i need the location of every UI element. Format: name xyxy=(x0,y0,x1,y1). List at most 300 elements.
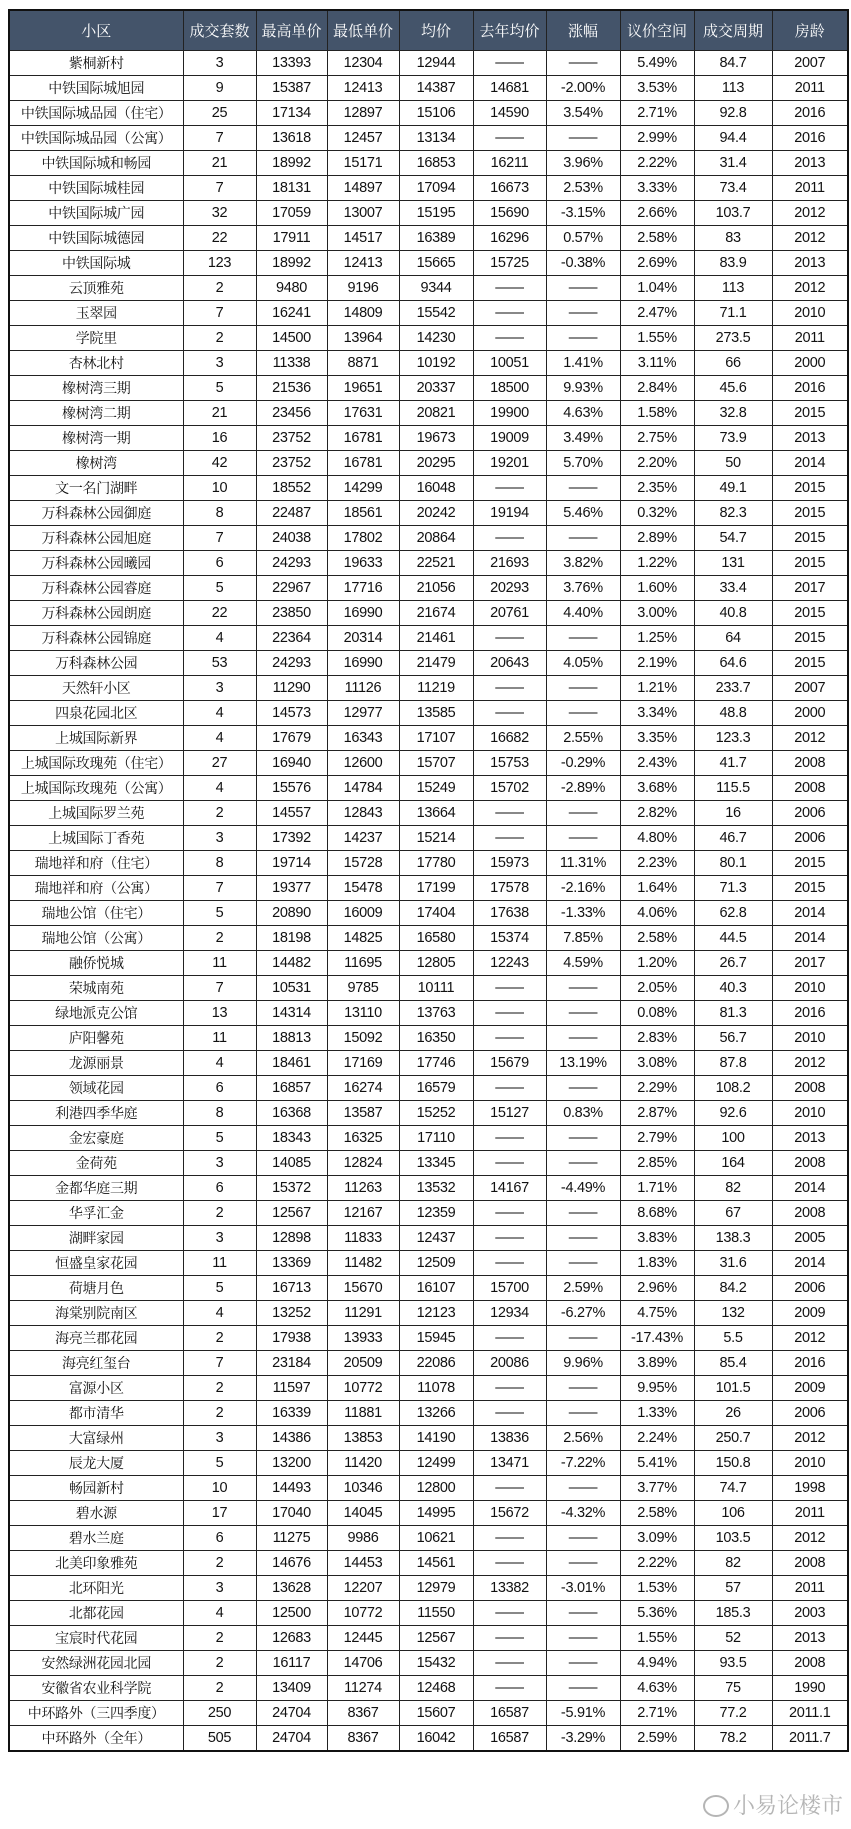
header-community: 小区 xyxy=(9,10,183,51)
cell-deal-count: 3 xyxy=(183,1226,256,1251)
cell-deal-count: 7 xyxy=(183,876,256,901)
cell-last-year-avg: —— xyxy=(473,676,546,701)
table-row xyxy=(9,1501,848,1526)
table-row xyxy=(9,601,848,626)
cell-building-age: 2008 xyxy=(772,776,848,801)
cell-deal-cycle: 103.7 xyxy=(694,201,772,226)
cell-last-year-avg: 15700 xyxy=(473,1276,546,1301)
cell-avg-price: 17404 xyxy=(399,901,473,926)
cell-building-age: 2014 xyxy=(772,451,848,476)
cell-change: —— xyxy=(546,326,620,351)
cell-deal-count: 3 xyxy=(183,351,256,376)
cell-min-price: 16990 xyxy=(327,601,399,626)
cell-avg-price: 20864 xyxy=(399,526,473,551)
cell-deal-count: 8 xyxy=(183,501,256,526)
cell-change: -3.29% xyxy=(546,1726,620,1752)
cell-deal-cycle: 185.3 xyxy=(694,1601,772,1626)
cell-community-name: 北美印象雅苑 xyxy=(9,1551,183,1576)
cell-bargain-space: 1.55% xyxy=(620,1626,694,1651)
cell-deal-count: 7 xyxy=(183,526,256,551)
cell-avg-price: 20821 xyxy=(399,401,473,426)
cell-min-price: 13933 xyxy=(327,1326,399,1351)
cell-community-name: 利港四季华庭 xyxy=(9,1101,183,1126)
cell-min-price: 12167 xyxy=(327,1201,399,1226)
cell-building-age: 2016 xyxy=(772,126,848,151)
cell-deal-count: 4 xyxy=(183,776,256,801)
cell-building-age: 2012 xyxy=(772,1051,848,1076)
cell-building-age: 2016 xyxy=(772,101,848,126)
table-row xyxy=(9,1176,848,1201)
cell-avg-price: 15707 xyxy=(399,751,473,776)
cell-min-price: 8367 xyxy=(327,1726,399,1752)
cell-deal-cycle: 64.6 xyxy=(694,651,772,676)
cell-deal-count: 25 xyxy=(183,101,256,126)
cell-change: 7.85% xyxy=(546,926,620,951)
cell-building-age: 1990 xyxy=(772,1676,848,1701)
cell-change: 5.46% xyxy=(546,501,620,526)
cell-building-age: 2014 xyxy=(772,1251,848,1276)
cell-max-price: 22487 xyxy=(256,501,327,526)
cell-building-age: 2013 xyxy=(772,251,848,276)
cell-avg-price: 12359 xyxy=(399,1201,473,1226)
cell-last-year-avg: 19201 xyxy=(473,451,546,476)
cell-min-price: 14453 xyxy=(327,1551,399,1576)
cell-deal-cycle: 66 xyxy=(694,351,772,376)
cell-deal-cycle: 56.7 xyxy=(694,1026,772,1051)
cell-min-price: 12413 xyxy=(327,76,399,101)
cell-community-name: 北环阳光 xyxy=(9,1576,183,1601)
cell-avg-price: 11219 xyxy=(399,676,473,701)
cell-change: —— xyxy=(546,1026,620,1051)
cell-change: —— xyxy=(546,801,620,826)
cell-min-price: 16274 xyxy=(327,1076,399,1101)
cell-deal-count: 3 xyxy=(183,1151,256,1176)
cell-min-price: 9785 xyxy=(327,976,399,1001)
cell-deal-count: 2 xyxy=(183,1376,256,1401)
cell-deal-cycle: 83.9 xyxy=(694,251,772,276)
cell-max-price: 23184 xyxy=(256,1351,327,1376)
cell-deal-count: 11 xyxy=(183,951,256,976)
cell-avg-price: 20337 xyxy=(399,376,473,401)
cell-change: -2.16% xyxy=(546,876,620,901)
table-row xyxy=(9,526,848,551)
cell-avg-price: 16107 xyxy=(399,1276,473,1301)
table-row xyxy=(9,76,848,101)
header-deal-cycle: 成交周期 xyxy=(694,10,772,51)
cell-max-price: 10531 xyxy=(256,976,327,1001)
cell-building-age: 2017 xyxy=(772,951,848,976)
cell-community-name: 天然轩小区 xyxy=(9,676,183,701)
table-row xyxy=(9,351,848,376)
cell-min-price: 13110 xyxy=(327,1001,399,1026)
cell-community-name: 恒盛皇家花园 xyxy=(9,1251,183,1276)
cell-avg-price: 16853 xyxy=(399,151,473,176)
cell-avg-price: 17107 xyxy=(399,726,473,751)
cell-change: 11.31% xyxy=(546,851,620,876)
cell-min-price: 14897 xyxy=(327,176,399,201)
cell-bargain-space: 3.89% xyxy=(620,1351,694,1376)
cell-min-price: 18561 xyxy=(327,501,399,526)
cell-min-price: 14809 xyxy=(327,301,399,326)
cell-community-name: 紫桐新村 xyxy=(9,51,183,76)
cell-last-year-avg: 14590 xyxy=(473,101,546,126)
cell-deal-cycle: 49.1 xyxy=(694,476,772,501)
cell-building-age: 2008 xyxy=(772,1651,848,1676)
table-row xyxy=(9,751,848,776)
cell-building-age: 2008 xyxy=(772,1151,848,1176)
cell-avg-price: 19673 xyxy=(399,426,473,451)
cell-avg-price: 15214 xyxy=(399,826,473,851)
table-row xyxy=(9,51,848,76)
cell-deal-cycle: 67 xyxy=(694,1201,772,1226)
cell-bargain-space: 2.79% xyxy=(620,1126,694,1151)
cell-min-price: 11695 xyxy=(327,951,399,976)
table-row xyxy=(9,1001,848,1026)
cell-change: —— xyxy=(546,1201,620,1226)
cell-community-name: 瑞地祥和府（公寓） xyxy=(9,876,183,901)
cell-building-age: 2012 xyxy=(772,201,848,226)
cell-min-price: 20314 xyxy=(327,626,399,651)
cell-deal-count: 10 xyxy=(183,1476,256,1501)
cell-min-price: 12207 xyxy=(327,1576,399,1601)
cell-building-age: 2015 xyxy=(772,876,848,901)
cell-change: —— xyxy=(546,476,620,501)
cell-deal-count: 250 xyxy=(183,1701,256,1726)
cell-deal-count: 8 xyxy=(183,1101,256,1126)
cell-community-name: 湖畔家园 xyxy=(9,1226,183,1251)
table-row xyxy=(9,1601,848,1626)
cell-min-price: 20509 xyxy=(327,1351,399,1376)
cell-deal-count: 11 xyxy=(183,1251,256,1276)
cell-max-price: 16713 xyxy=(256,1276,327,1301)
cell-deal-cycle: 64 xyxy=(694,626,772,651)
cell-building-age: 2011 xyxy=(772,76,848,101)
cell-deal-cycle: 71.1 xyxy=(694,301,772,326)
table-row xyxy=(9,1576,848,1601)
cell-last-year-avg: —— xyxy=(473,1626,546,1651)
cell-community-name: 华孚汇金 xyxy=(9,1201,183,1226)
cell-change: —— xyxy=(546,1476,620,1501)
cell-building-age: 2009 xyxy=(772,1376,848,1401)
cell-deal-count: 4 xyxy=(183,726,256,751)
cell-last-year-avg: —— xyxy=(473,826,546,851)
cell-max-price: 17938 xyxy=(256,1326,327,1351)
cell-bargain-space: 3.53% xyxy=(620,76,694,101)
cell-deal-cycle: 123.3 xyxy=(694,726,772,751)
cell-last-year-avg: —— xyxy=(473,476,546,501)
cell-community-name: 都市清华 xyxy=(9,1401,183,1426)
table-row xyxy=(9,651,848,676)
cell-avg-price: 22521 xyxy=(399,551,473,576)
table-row xyxy=(9,876,848,901)
cell-bargain-space: 4.94% xyxy=(620,1651,694,1676)
cell-change: 13.19% xyxy=(546,1051,620,1076)
cell-min-price: 17716 xyxy=(327,576,399,601)
table-row xyxy=(9,376,848,401)
cell-deal-cycle: 78.2 xyxy=(694,1726,772,1752)
cell-building-age: 2010 xyxy=(772,1101,848,1126)
cell-max-price: 13200 xyxy=(256,1451,327,1476)
cell-community-name: 中铁国际城旭园 xyxy=(9,76,183,101)
cell-change: —— xyxy=(546,1651,620,1676)
cell-deal-cycle: 5.5 xyxy=(694,1326,772,1351)
cell-community-name: 万科森林公园朗庭 xyxy=(9,601,183,626)
cell-community-name: 四泉花园北区 xyxy=(9,701,183,726)
cell-community-name: 碧水兰庭 xyxy=(9,1526,183,1551)
cell-community-name: 中铁国际城广园 xyxy=(9,201,183,226)
cell-max-price: 13409 xyxy=(256,1676,327,1701)
cell-last-year-avg: 19194 xyxy=(473,501,546,526)
cell-last-year-avg: 20761 xyxy=(473,601,546,626)
cell-change: —— xyxy=(546,1401,620,1426)
cell-deal-count: 2 xyxy=(183,1676,256,1701)
table-row xyxy=(9,476,848,501)
cell-community-name: 中铁国际城 xyxy=(9,251,183,276)
cell-avg-price: 13585 xyxy=(399,701,473,726)
cell-min-price: 15171 xyxy=(327,151,399,176)
cell-last-year-avg: —— xyxy=(473,1251,546,1276)
cell-last-year-avg: 16211 xyxy=(473,151,546,176)
cell-deal-count: 5 xyxy=(183,576,256,601)
cell-avg-price: 17780 xyxy=(399,851,473,876)
cell-max-price: 18813 xyxy=(256,1026,327,1051)
cell-community-name: 万科森林公园睿庭 xyxy=(9,576,183,601)
cell-deal-count: 5 xyxy=(183,1126,256,1151)
cell-community-name: 橡树湾二期 xyxy=(9,401,183,426)
cell-change: -6.27% xyxy=(546,1301,620,1326)
cell-building-age: 2008 xyxy=(772,751,848,776)
cell-deal-cycle: 94.4 xyxy=(694,126,772,151)
cell-community-name: 金荷苑 xyxy=(9,1151,183,1176)
cell-last-year-avg: 17578 xyxy=(473,876,546,901)
table-row xyxy=(9,576,848,601)
cell-bargain-space: 2.69% xyxy=(620,251,694,276)
cell-deal-count: 42 xyxy=(183,451,256,476)
cell-bargain-space: 5.41% xyxy=(620,1451,694,1476)
cell-last-year-avg: 20086 xyxy=(473,1351,546,1376)
cell-avg-price: 17094 xyxy=(399,176,473,201)
cell-change: 5.70% xyxy=(546,451,620,476)
cell-bargain-space: 1.71% xyxy=(620,1176,694,1201)
cell-community-name: 上城国际玫瑰苑（公寓） xyxy=(9,776,183,801)
cell-max-price: 12500 xyxy=(256,1601,327,1626)
cell-community-name: 海棠别院南区 xyxy=(9,1301,183,1326)
cell-change: 0.57% xyxy=(546,226,620,251)
cell-max-price: 15387 xyxy=(256,76,327,101)
cell-bargain-space: 2.84% xyxy=(620,376,694,401)
cell-last-year-avg: 12934 xyxy=(473,1301,546,1326)
cell-building-age: 2008 xyxy=(772,1551,848,1576)
cell-bargain-space: 3.83% xyxy=(620,1226,694,1251)
cell-bargain-space: 2.35% xyxy=(620,476,694,501)
cell-avg-price: 14561 xyxy=(399,1551,473,1576)
cell-last-year-avg: 15690 xyxy=(473,201,546,226)
cell-deal-count: 2 xyxy=(183,1551,256,1576)
cell-deal-cycle: 113 xyxy=(694,276,772,301)
cell-deal-count: 3 xyxy=(183,676,256,701)
cell-change: 3.49% xyxy=(546,426,620,451)
cell-last-year-avg: 13471 xyxy=(473,1451,546,1476)
cell-min-price: 13587 xyxy=(327,1101,399,1126)
cell-last-year-avg: 15374 xyxy=(473,926,546,951)
cell-community-name: 万科森林公园 xyxy=(9,651,183,676)
cell-change: 3.76% xyxy=(546,576,620,601)
cell-deal-count: 4 xyxy=(183,1601,256,1626)
cell-community-name: 文一名门湖畔 xyxy=(9,476,183,501)
cell-max-price: 14557 xyxy=(256,801,327,826)
cell-max-price: 18992 xyxy=(256,151,327,176)
cell-deal-count: 2 xyxy=(183,926,256,951)
cell-max-price: 18198 xyxy=(256,926,327,951)
cell-min-price: 17631 xyxy=(327,401,399,426)
cell-community-name: 领域花园 xyxy=(9,1076,183,1101)
cell-avg-price: 17110 xyxy=(399,1126,473,1151)
cell-deal-cycle: 40.8 xyxy=(694,601,772,626)
cell-deal-cycle: 31.6 xyxy=(694,1251,772,1276)
cell-bargain-space: 2.71% xyxy=(620,101,694,126)
cell-last-year-avg: 16673 xyxy=(473,176,546,201)
cell-avg-price: 15542 xyxy=(399,301,473,326)
cell-deal-count: 6 xyxy=(183,1526,256,1551)
cell-deal-cycle: 62.8 xyxy=(694,901,772,926)
cell-avg-price: 15665 xyxy=(399,251,473,276)
cell-deal-count: 8 xyxy=(183,851,256,876)
cell-last-year-avg: —— xyxy=(473,526,546,551)
cell-max-price: 14085 xyxy=(256,1151,327,1176)
cell-deal-cycle: 73.9 xyxy=(694,426,772,451)
cell-change: —— xyxy=(546,1551,620,1576)
cell-change: —— xyxy=(546,1076,620,1101)
cell-deal-cycle: 85.4 xyxy=(694,1351,772,1376)
cell-deal-cycle: 46.7 xyxy=(694,826,772,851)
table-header-row xyxy=(9,10,848,51)
table-row xyxy=(9,851,848,876)
cell-avg-price: 16042 xyxy=(399,1726,473,1752)
cell-bargain-space: 2.83% xyxy=(620,1026,694,1051)
cell-change: -4.49% xyxy=(546,1176,620,1201)
cell-change: 1.41% xyxy=(546,351,620,376)
cell-last-year-avg: —— xyxy=(473,326,546,351)
cell-change: —— xyxy=(546,701,620,726)
cell-community-name: 上城国际丁香苑 xyxy=(9,826,183,851)
cell-building-age: 2011.1 xyxy=(772,1701,848,1726)
table-row xyxy=(9,951,848,976)
cell-max-price: 17679 xyxy=(256,726,327,751)
cell-building-age: 2014 xyxy=(772,926,848,951)
cell-change: -2.89% xyxy=(546,776,620,801)
cell-building-age: 2008 xyxy=(772,1201,848,1226)
watermark xyxy=(703,1792,843,1820)
cell-max-price: 17134 xyxy=(256,101,327,126)
cell-max-price: 18343 xyxy=(256,1126,327,1151)
cell-change: 2.53% xyxy=(546,176,620,201)
cell-min-price: 16990 xyxy=(327,651,399,676)
cell-community-name: 庐阳馨苑 xyxy=(9,1026,183,1051)
cell-min-price: 11126 xyxy=(327,676,399,701)
cell-deal-cycle: 74.7 xyxy=(694,1476,772,1501)
cell-change: -4.32% xyxy=(546,1501,620,1526)
cell-max-price: 12898 xyxy=(256,1226,327,1251)
cell-avg-price: 13134 xyxy=(399,126,473,151)
cell-last-year-avg: —— xyxy=(473,1376,546,1401)
cell-max-price: 22364 xyxy=(256,626,327,651)
cell-last-year-avg: —— xyxy=(473,1476,546,1501)
cell-bargain-space: 2.99% xyxy=(620,126,694,151)
cell-min-price: 14825 xyxy=(327,926,399,951)
cell-building-age: 2006 xyxy=(772,1276,848,1301)
cell-max-price: 16241 xyxy=(256,301,327,326)
cell-avg-price: 12805 xyxy=(399,951,473,976)
cell-community-name: 海亮红玺台 xyxy=(9,1351,183,1376)
cell-deal-cycle: 82.3 xyxy=(694,501,772,526)
cell-last-year-avg: 16296 xyxy=(473,226,546,251)
cell-bargain-space: 2.22% xyxy=(620,151,694,176)
cell-max-price: 20890 xyxy=(256,901,327,926)
cell-deal-count: 3 xyxy=(183,1576,256,1601)
cell-deal-count: 6 xyxy=(183,1076,256,1101)
cell-building-age: 2012 xyxy=(772,1426,848,1451)
table-row xyxy=(9,1051,848,1076)
cell-avg-price: 21056 xyxy=(399,576,473,601)
cell-max-price: 12683 xyxy=(256,1626,327,1651)
cell-min-price: 8367 xyxy=(327,1701,399,1726)
cell-bargain-space: 4.06% xyxy=(620,901,694,926)
cell-change: 3.96% xyxy=(546,151,620,176)
cell-min-price: 14784 xyxy=(327,776,399,801)
header-building-age: 房龄 xyxy=(772,10,848,51)
cell-building-age: 2003 xyxy=(772,1601,848,1626)
header-avg-price: 均价 xyxy=(399,10,473,51)
cell-deal-count: 2 xyxy=(183,1651,256,1676)
cell-bargain-space: 2.43% xyxy=(620,751,694,776)
cell-deal-count: 7 xyxy=(183,301,256,326)
cell-change: -7.22% xyxy=(546,1451,620,1476)
cell-deal-count: 2 xyxy=(183,1326,256,1351)
table-row xyxy=(9,826,848,851)
cell-max-price: 13618 xyxy=(256,126,327,151)
cell-deal-cycle: 87.8 xyxy=(694,1051,772,1076)
cell-building-age: 1998 xyxy=(772,1476,848,1501)
table-row xyxy=(9,401,848,426)
cell-building-age: 2015 xyxy=(772,551,848,576)
cell-building-age: 2016 xyxy=(772,1001,848,1026)
cell-change: -3.15% xyxy=(546,201,620,226)
cell-deal-cycle: 84.7 xyxy=(694,51,772,76)
cell-deal-cycle: 16 xyxy=(694,801,772,826)
table-row xyxy=(9,1351,848,1376)
cell-community-name: 云顶雅苑 xyxy=(9,276,183,301)
cell-change: —— xyxy=(546,1526,620,1551)
cell-max-price: 17059 xyxy=(256,201,327,226)
cell-bargain-space: 3.00% xyxy=(620,601,694,626)
cell-building-age: 2009 xyxy=(772,1301,848,1326)
header-deal-count: 成交套数 xyxy=(183,10,256,51)
table-row xyxy=(9,626,848,651)
cell-max-price: 21536 xyxy=(256,376,327,401)
cell-bargain-space: 3.35% xyxy=(620,726,694,751)
table-row xyxy=(9,1551,848,1576)
cell-change: 0.83% xyxy=(546,1101,620,1126)
cell-building-age: 2012 xyxy=(772,276,848,301)
table-row xyxy=(9,226,848,251)
cell-bargain-space: 2.71% xyxy=(620,1701,694,1726)
cell-last-year-avg: —— xyxy=(473,1026,546,1051)
table-row xyxy=(9,1251,848,1276)
cell-community-name: 中铁国际城品园（公寓） xyxy=(9,126,183,151)
cell-avg-price: 20295 xyxy=(399,451,473,476)
cell-change: —— xyxy=(546,976,620,1001)
cell-community-name: 瑞地祥和府（住宅） xyxy=(9,851,183,876)
